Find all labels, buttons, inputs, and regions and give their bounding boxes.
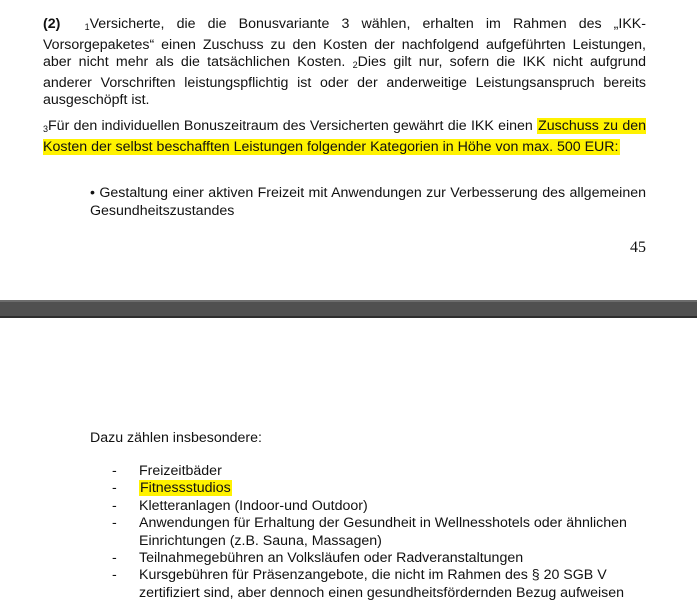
list-item (112, 515, 644, 550)
bullet-item: • Gestaltung einer aktiven Freizeit mit Anwendungen zur Verbesserung des allgemeinen Gesundheitszustandes (90, 185, 646, 219)
dash-marker: - (112, 550, 117, 567)
paragraph-3 (43, 118, 646, 156)
list-item (112, 498, 644, 515)
page-separator (0, 300, 697, 318)
sentence-3-plain: Für den individuellen Bonuszeitraum des Versicherten gewährt die IKK einen (48, 118, 533, 134)
category-list (112, 463, 644, 602)
page-number: 45 (630, 239, 646, 256)
sentence-marker: 3 (43, 124, 49, 134)
list-item (112, 463, 644, 480)
list-item-text: Teilnahmegebühren an Volksläufen oder Radveranstaltungen (139, 550, 524, 567)
highlighted-text: Zuschuss zu den Kosten der selbst beschafften Leistungen folgender Kategorien in Höhe von max. 500 EUR: (43, 118, 646, 155)
sentence-marker: 2 (352, 60, 358, 70)
list-item (112, 480, 644, 497)
document-page-top (0, 0, 697, 300)
list-item-text: Kursgebühren für Präsenzangebote, die nicht im Rahmen des § 20 SGB V zertifiziert sind, aber dennoch einen gesundheitsfördernden Bezug aufweisen (139, 567, 625, 601)
list-item-text: Fitnessstudios (140, 480, 231, 497)
dash-marker: - (112, 497, 117, 514)
dash-marker: - (112, 515, 117, 532)
paragraph-2 (43, 16, 646, 110)
list-item (112, 550, 644, 567)
list-item (112, 567, 644, 602)
list-item-text: Anwendungen für Erhaltung der Gesundheit in Wellnesshotels oder ähnlichen Einrichtungen (z.B. Sauna, Massagen) (139, 515, 627, 549)
list-intro: Dazu zählen insbesondere: (90, 430, 262, 446)
dash-marker: - (112, 480, 117, 497)
sentence-1: Versicherte, die die Bonusvariante 3 wählen, erhalten im Rahmen des „IKK-Vorsorgepaketes“ einen Zuschuss zu den Kosten der nachfolgend aufgeführten Leistungen, aber nicht mehr als die tatsächlichen Kosten. (43, 16, 646, 70)
sentence-2: Dies gilt nur, sofern die IKK nicht aufgrund anderer Vorschriften leistungspflichtig ist oder der anderweitige Leistungsanspruch bereits ausgeschöpft ist. (43, 54, 646, 108)
dash-marker: - (112, 463, 117, 479)
list-item-text: Freizeitbäder (139, 463, 222, 479)
paragraph-number: (2) (43, 16, 61, 32)
dash-marker: - (112, 567, 117, 584)
document-page-bottom (0, 318, 697, 615)
list-item-text: Kletteranlagen (Indoor-und Outdoor) (139, 497, 368, 514)
sentence-marker: 1 (84, 22, 90, 32)
